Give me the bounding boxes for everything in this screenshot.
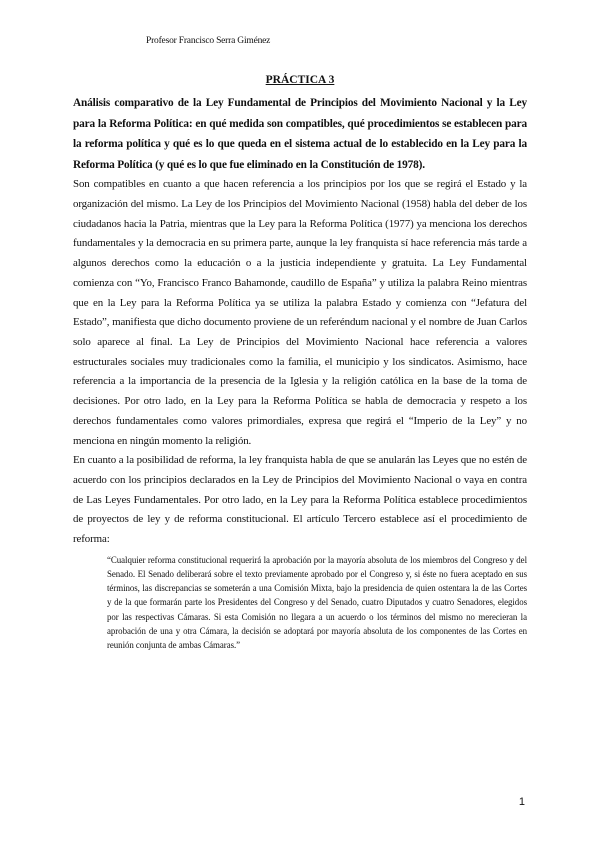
block-quote: “Cualquier reforma constitucional requerirá la aprobación por la mayoría absoluta de los miembros del Congreso y del Senado. El Senado deliberará sobre el texto previamente aprobado por el Congreso y, si éste no fuera aceptado en sus términos, las discrepancias se someterán a una Comisión Mixta, bajo la presidencia de quien ostentara la de las Cortes y de la que formarán parte los Presidentes del Congreso y del Senado, cuatro Diputados y cuatro Senadores, elegidos por las respectivas Cámaras. Si esta Comisión no llegara a un acuerdo o los términos del mismo no merecieran la aprobación de una y otra Cámara, la decisión se adoptará por mayoría absoluta de los componentes de las Cortes en reunión conjunta de ambas Cámaras.”: [107, 554, 527, 650]
page-number: 1: [518, 796, 525, 808]
paragraph-2: En cuanto a la posibilidad de reforma, la ley franquista habla de que se anularán las Leyes que no estén de acuerdo con los principios declarados en la Ley de Principios del Movimiento Nacional o vaya en contra de Las Leyes Fundamentales. Por otro lado, en la Ley para la Reforma Política establece procedimientos de proyectos de ley y de reforma constitucional. El artículo Tercero establece así el procedimiento de reforma:: [73, 454, 527, 546]
paragraph-1: Son compatibles en cuanto a que hacen referencia a los principios por los que se regirá el Estado y la organización del mismo. La Ley de los Principios del Movimiento Nacional (1958) habla del deber de los ciudadanos hacia la Patria, mientras que la Ley para la Reforma Política (1977) ya menciona los derechos fundamentales y la democracia en su primera parte, aunque la ley franquista sí hace referencia más tarde a algunos derechos como la educación o a la justicia independiente y gratuita. La Ley Fundamental comienza con “Yo, Francisco Franco Bahamonde, caudillo de España” y utiliza la palabra Reino mientras que en la Ley para la Reforma Política ya se utiliza la palabra Estado y comienza con “Jefatura del Estado”, manifiesta que dicho documento proviene de un referéndum nacional y el nombre de Juan Carlos solo aparece al final. La Ley de Principios del Movimiento Nacional hace referencia a valores estructurales sociales muy tradicionales como la familia, el municipio y los sindicatos. Asimismo, hace referencia a la importancia de la presencia de la Iglesia y la religión católica en la base de la toma de decisiones. Por otro lado, en la Ley para la Reforma Política se habla de democracia y respeto a los derechos fundamentales como valores primordiales, expresa que regirá el “Imperio de la Ley” y no menciona en ningún momento la religión.: [73, 178, 527, 447]
page-header-author: Profesor Francisco Serra Giménez: [146, 36, 271, 46]
document-body: [73, 93, 527, 652]
page-title: PRÁCTICA 3: [265, 74, 335, 86]
document-subtitle: Análisis comparativo de la Ley Fundamental de Principios del Movimiento Nacional y la Ley para la Reforma Política: en qué medida son compatibles, qué procedimientos se establecen para la reforma política y qué es lo que queda en el sistema actual de lo establecido en la Ley para la Reforma Política (y qué es lo que fue eliminado en la Constitución de 1978).: [73, 97, 527, 171]
